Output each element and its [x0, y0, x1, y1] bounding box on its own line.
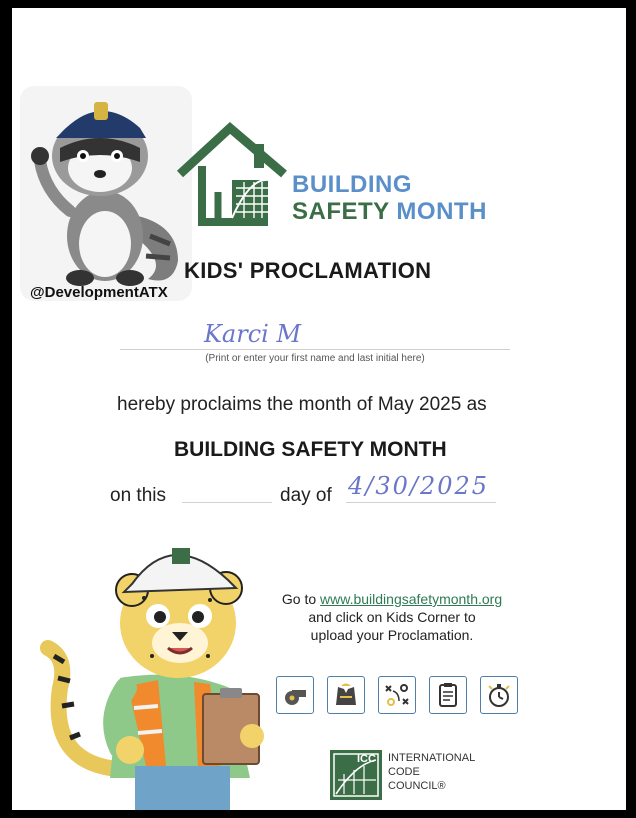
cta-line-3: upload your Proclamation.	[310, 627, 474, 643]
proclamation-page	[12, 8, 626, 810]
handle-label: @DevelopmentATX	[30, 284, 168, 301]
cta-line-2: and click on Kids Corner to	[308, 609, 476, 625]
proclamation-heading: KIDS' PROCLAMATION	[184, 258, 432, 283]
raccoon-mascot-image	[20, 86, 192, 301]
handwritten-date: 4/30/2025	[348, 472, 490, 500]
game-plan-icon	[378, 676, 416, 714]
day-blank-line	[182, 502, 272, 503]
raccoon-mascot-sticker	[20, 86, 192, 301]
leopard-mascot-image	[40, 528, 280, 810]
clipboard-icon	[429, 676, 467, 714]
brand-line-2	[292, 198, 487, 226]
safety-vest-icon	[327, 676, 365, 714]
month-title: BUILDING SAFETY MONTH	[174, 438, 447, 461]
whistle-icon	[276, 676, 314, 714]
proclaims-line: hereby proclaims the month of May 2025 as	[117, 394, 487, 415]
stopwatch-icon	[480, 676, 518, 714]
date-blank-line	[346, 502, 496, 503]
brand-month-word: MONTH	[396, 198, 487, 225]
house-logo-icon	[172, 122, 292, 230]
icc-line-1: INTERNATIONAL	[388, 752, 476, 764]
on-this-label: on this	[110, 485, 166, 506]
handwritten-name: Karci M	[204, 320, 302, 348]
day-of-label: day of	[280, 485, 332, 506]
icc-line-3: COUNCIL®	[388, 780, 446, 792]
brand-line-1: BUILDING	[292, 171, 412, 198]
icc-logo	[330, 750, 480, 802]
icc-badge-text: ICC	[357, 753, 376, 765]
name-hint: (Print or enter your first name and last initial here)	[205, 353, 425, 364]
brand-safety-word: SAFETY	[292, 198, 390, 225]
building-safety-month-logo	[172, 122, 487, 232]
cta-go-to: Go to	[281, 591, 317, 607]
icc-line-2: CODE	[388, 766, 420, 778]
website-link[interactable]: www.buildingsafetymonth.org	[320, 591, 503, 607]
name-underline	[120, 349, 510, 350]
leopard-mascot	[40, 528, 280, 810]
cta-line-1	[252, 591, 532, 607]
